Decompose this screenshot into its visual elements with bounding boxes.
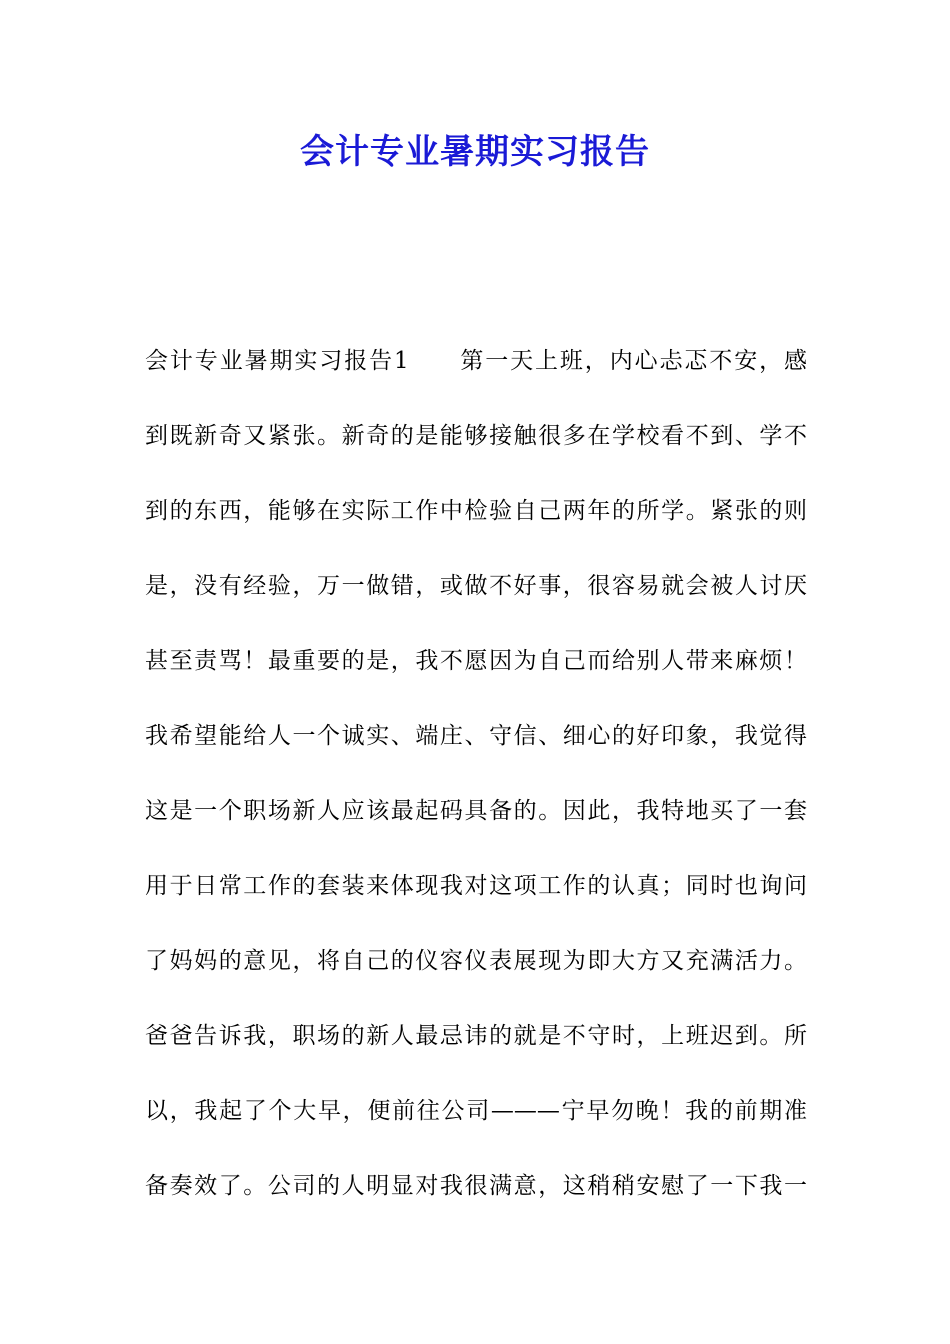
body-text-line: 爸爸告诉我，职场的新人最忌讳的就是不守时，上班迟到。所 [145,1023,807,1049]
body-text-line: 了妈妈的意见，将自己的仪容仪表展现为即大方又充满活力。 [145,948,807,974]
body-text-line: 到的东西，能够在实际工作中检验自己两年的所学。紧张的则 [145,498,807,524]
body-text-line: 这是一个职场新人应该最起码具备的。因此，我特地买了一套 [145,798,807,824]
body-text-line: 备奏效了。公司的人明显对我很满意，这稍稍安慰了一下我一 [145,1173,807,1199]
body-text-line: 以，我起了个大早，便前往公司———宁早勿晚！我的前期准 [145,1098,807,1124]
body-text-line: 甚至责骂！最重要的是，我不愿因为自己而给别人带来麻烦！ [145,648,807,674]
document-title: 会计专业暑期实习报告 [300,132,650,172]
body-text-line: 我希望能给人一个诚实、端庄、守信、细心的好印象，我觉得 [145,723,807,749]
body-text-line: 是，没有经验，万一做错，或做不好事，很容易就会被人讨厌 [145,573,807,599]
document-body [145,339,807,1239]
body-text-line: 到既新奇又紧张。新奇的是能够接触很多在学校看不到、学不 [145,423,807,449]
body-text-line: 会计专业暑期实习报告1 第一天上班，内心忐忑不安，感 [145,348,807,374]
body-text-line: 用于日常工作的套装来体现我对这项工作的认真；同时也询问 [145,873,807,899]
